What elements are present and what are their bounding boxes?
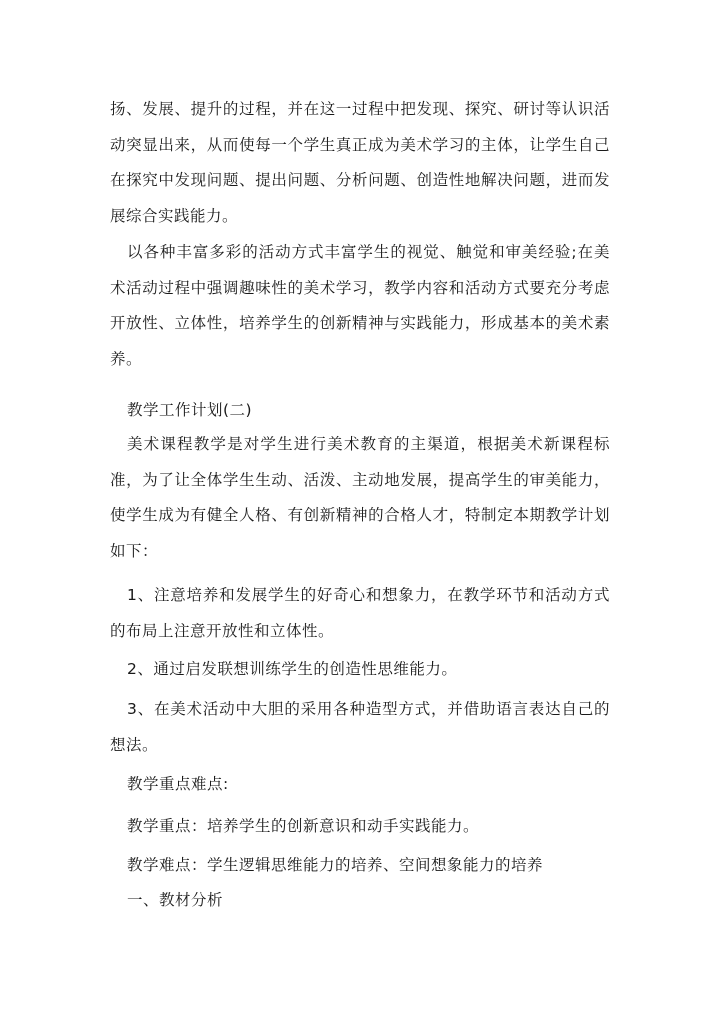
list-item-2: 2、通过启发联想训练学生的创造性思维能力。: [127, 660, 458, 678]
difficult-points: 教学难点：学生逻辑思维能力的培养、空间想象能力的培养: [127, 856, 544, 874]
paragraph-activities: 以各种丰富多彩的活动方式丰富学生的视觉、触觉和审美经验;在美术活动过程中强调趣味性的美术学习，教学内容和活动方式要充分考虑开放性、立体性，培养学生的创新精神与实践能力，形成基本的美术素养。: [110, 243, 610, 368]
paragraph-continuation: 扬、发展、提升的过程，并在这一过程中把发现、探究、研讨等认识活动突显出来，从而使每一个学生真正成为美术学习的主体，让学生自己在探究中发现问题、提出问题、分析问题、创造性地解决问题，进而发展综合实践能力。: [110, 100, 610, 225]
section-heading-plan-two: 教学工作计划(二): [127, 401, 253, 419]
key-difficult-heading: 教学重点难点:: [127, 775, 229, 793]
list-item-3: 3、在美术活动中大胆的采用各种造型方式，并借助语言表达自己的想法。: [110, 700, 610, 754]
section-heading-textbook-analysis: 一、教材分析: [127, 891, 224, 909]
key-points: 教学重点：培养学生的创新意识和动手实践能力。: [127, 817, 480, 835]
paragraph-plan-intro: 美术课程教学是对学生进行美术教育的主渠道，根据美术新课程标准，为了让全体学生生动、活泼、主动地发展，提高学生的审美能力，使学生成为有健全人格、有创新精神的合格人才，特制定本期教学计划如下：: [110, 435, 610, 560]
list-item-1: 1、注意培养和发展学生的好奇心和想象力，在教学环节和活动方式的布局上注意开放性和立体性。: [110, 586, 610, 640]
